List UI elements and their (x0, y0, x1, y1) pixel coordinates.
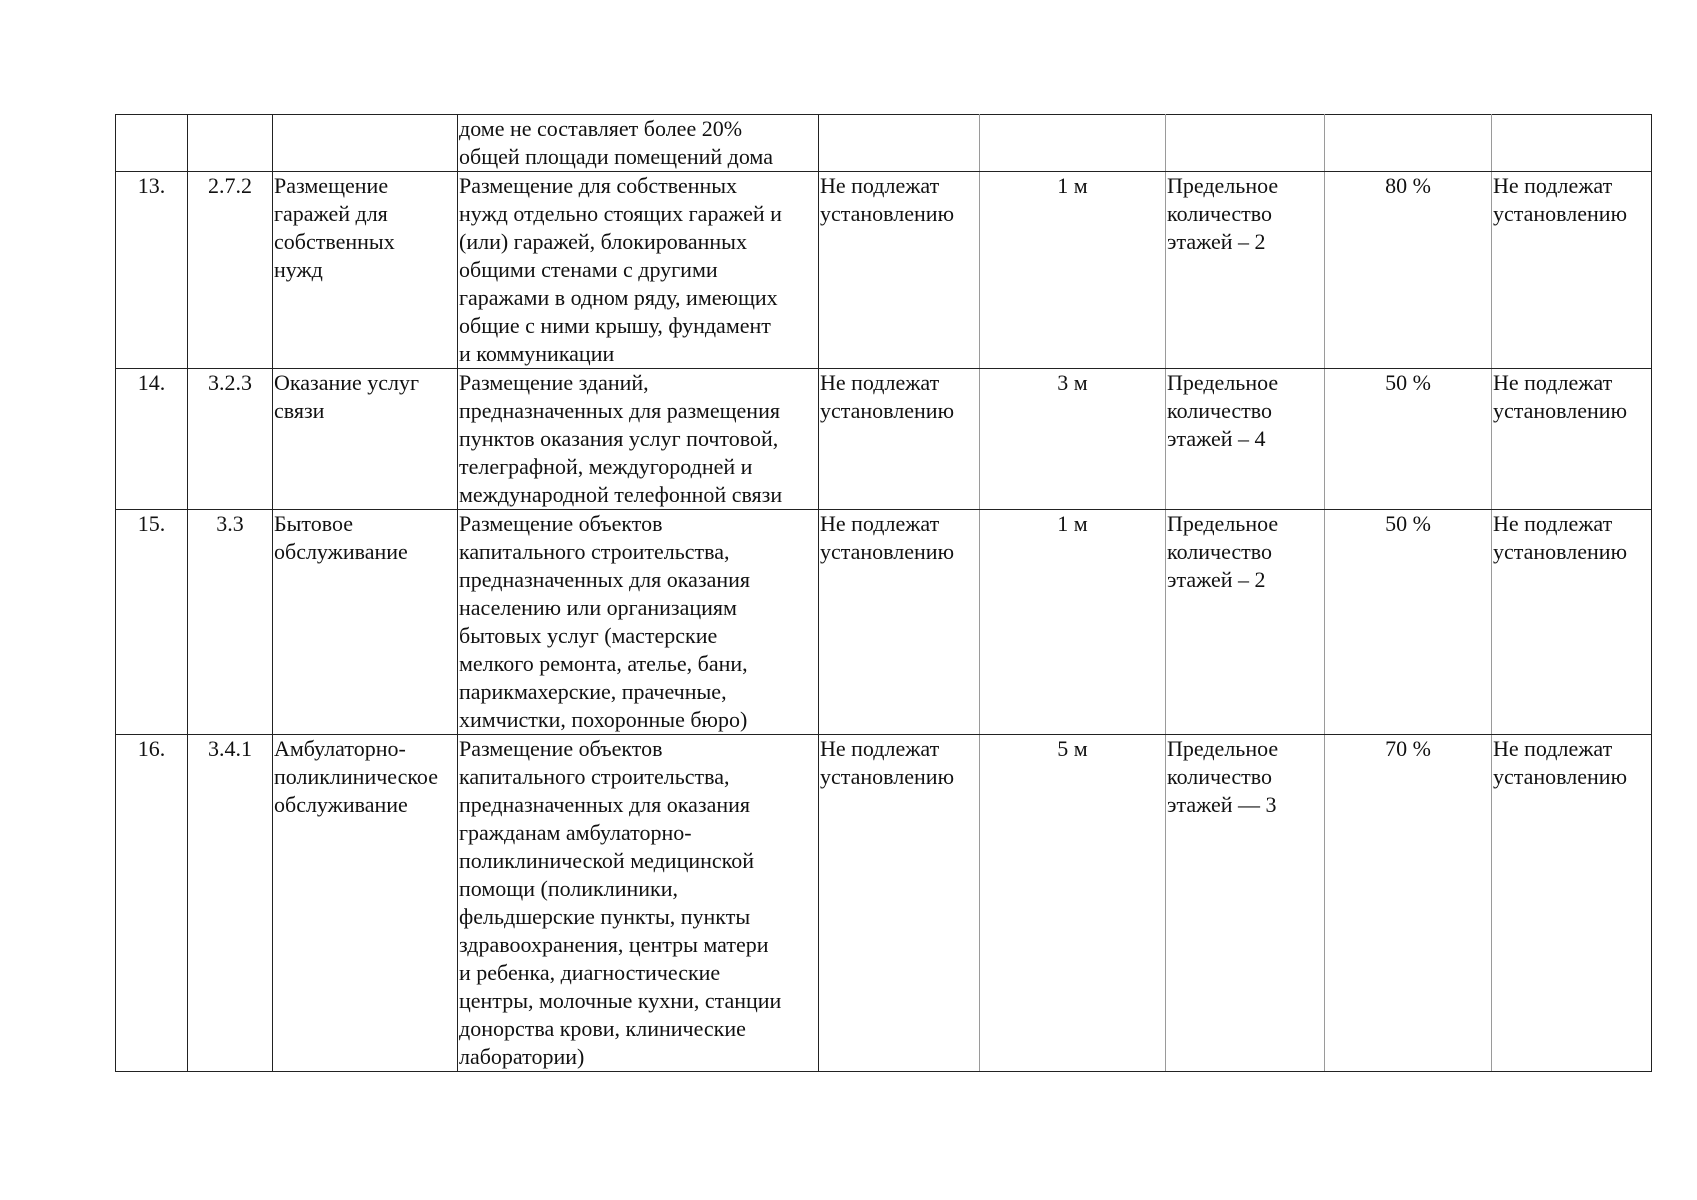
description-cell: Размещение для собственных нужд отдельно стоящих гаражей и (или) гаражей, блокированных общими стенами с другими гаражами в одном ряду, имеющих общие с ними крышу, фундамент и коммуникации (458, 172, 819, 369)
area-limit-cell: Не подлежат установлению (819, 510, 980, 735)
setback-cell: 3 м (980, 369, 1166, 510)
floors-limit-cell: Предельное количество этажей – 4 (1166, 369, 1325, 510)
use-name-cell: Бытовое обслуживание (273, 510, 458, 735)
area-limit-cell: Не подлежат установлению (819, 369, 980, 510)
code-cell (188, 115, 273, 172)
coverage-cell: 50 % (1325, 510, 1492, 735)
row-number-cell (116, 115, 188, 172)
table-row (116, 369, 1652, 510)
description-cell: доме не составляет более 20% общей площади помещений дома (458, 115, 819, 172)
row-number-cell: 15. (116, 510, 188, 735)
setback-cell: 5 м (980, 735, 1166, 1072)
use-name-cell (273, 115, 458, 172)
description-cell: Размещение объектов капитального строительства, предназначенных для оказания гражданам амбулаторно- поликлинической медицинской помощи (поликлиники, фельдшерские пункты, пункты здравоохранения, центры матери и ребенка, диагностические центры, молочные кухни, станции донорства крови, клинические лаборатории) (458, 735, 819, 1072)
other-params-cell: Не подлежат установлению (1492, 510, 1652, 735)
code-cell: 3.3 (188, 510, 273, 735)
setback-cell: 1 м (980, 172, 1166, 369)
use-name-cell: Амбулаторно- поликлиническое обслуживание (273, 735, 458, 1072)
table-row (116, 510, 1652, 735)
area-limit-cell: Не подлежат установлению (819, 735, 980, 1072)
coverage-cell: 80 % (1325, 172, 1492, 369)
code-cell: 2.7.2 (188, 172, 273, 369)
row-number-cell: 13. (116, 172, 188, 369)
use-name-cell: Оказание услуг связи (273, 369, 458, 510)
table-row (116, 115, 1652, 172)
floors-limit-cell: Предельное количество этажей – 2 (1166, 172, 1325, 369)
floors-limit-cell: Предельное количество этажей – 2 (1166, 510, 1325, 735)
code-cell: 3.2.3 (188, 369, 273, 510)
other-params-cell (1492, 115, 1652, 172)
coverage-cell (1325, 115, 1492, 172)
coverage-cell: 70 % (1325, 735, 1492, 1072)
setback-cell: 1 м (980, 510, 1166, 735)
other-params-cell: Не подлежат установлению (1492, 172, 1652, 369)
setback-cell (980, 115, 1166, 172)
land-use-regulations-table (115, 114, 1652, 1072)
table-row (116, 735, 1652, 1072)
description-cell: Размещение зданий, предназначенных для размещения пунктов оказания услуг почтовой, телеграфной, междугородней и международной телефонной связи (458, 369, 819, 510)
other-params-cell: Не подлежат установлению (1492, 369, 1652, 510)
row-number-cell: 16. (116, 735, 188, 1072)
floors-limit-cell: Предельное количество этажей — 3 (1166, 735, 1325, 1072)
use-name-cell: Размещение гаражей для собственных нужд (273, 172, 458, 369)
floors-limit-cell (1166, 115, 1325, 172)
description-cell: Размещение объектов капитального строительства, предназначенных для оказания населению или организациям бытовых услуг (мастерские мелкого ремонта, ателье, бани, парикмахерские, прачечные, химчистки, похоронные бюро) (458, 510, 819, 735)
code-cell: 3.4.1 (188, 735, 273, 1072)
other-params-cell: Не подлежат установлению (1492, 735, 1652, 1072)
area-limit-cell: Не подлежат установлению (819, 172, 980, 369)
row-number-cell: 14. (116, 369, 188, 510)
coverage-cell: 50 % (1325, 369, 1492, 510)
table-row (116, 172, 1652, 369)
area-limit-cell (819, 115, 980, 172)
